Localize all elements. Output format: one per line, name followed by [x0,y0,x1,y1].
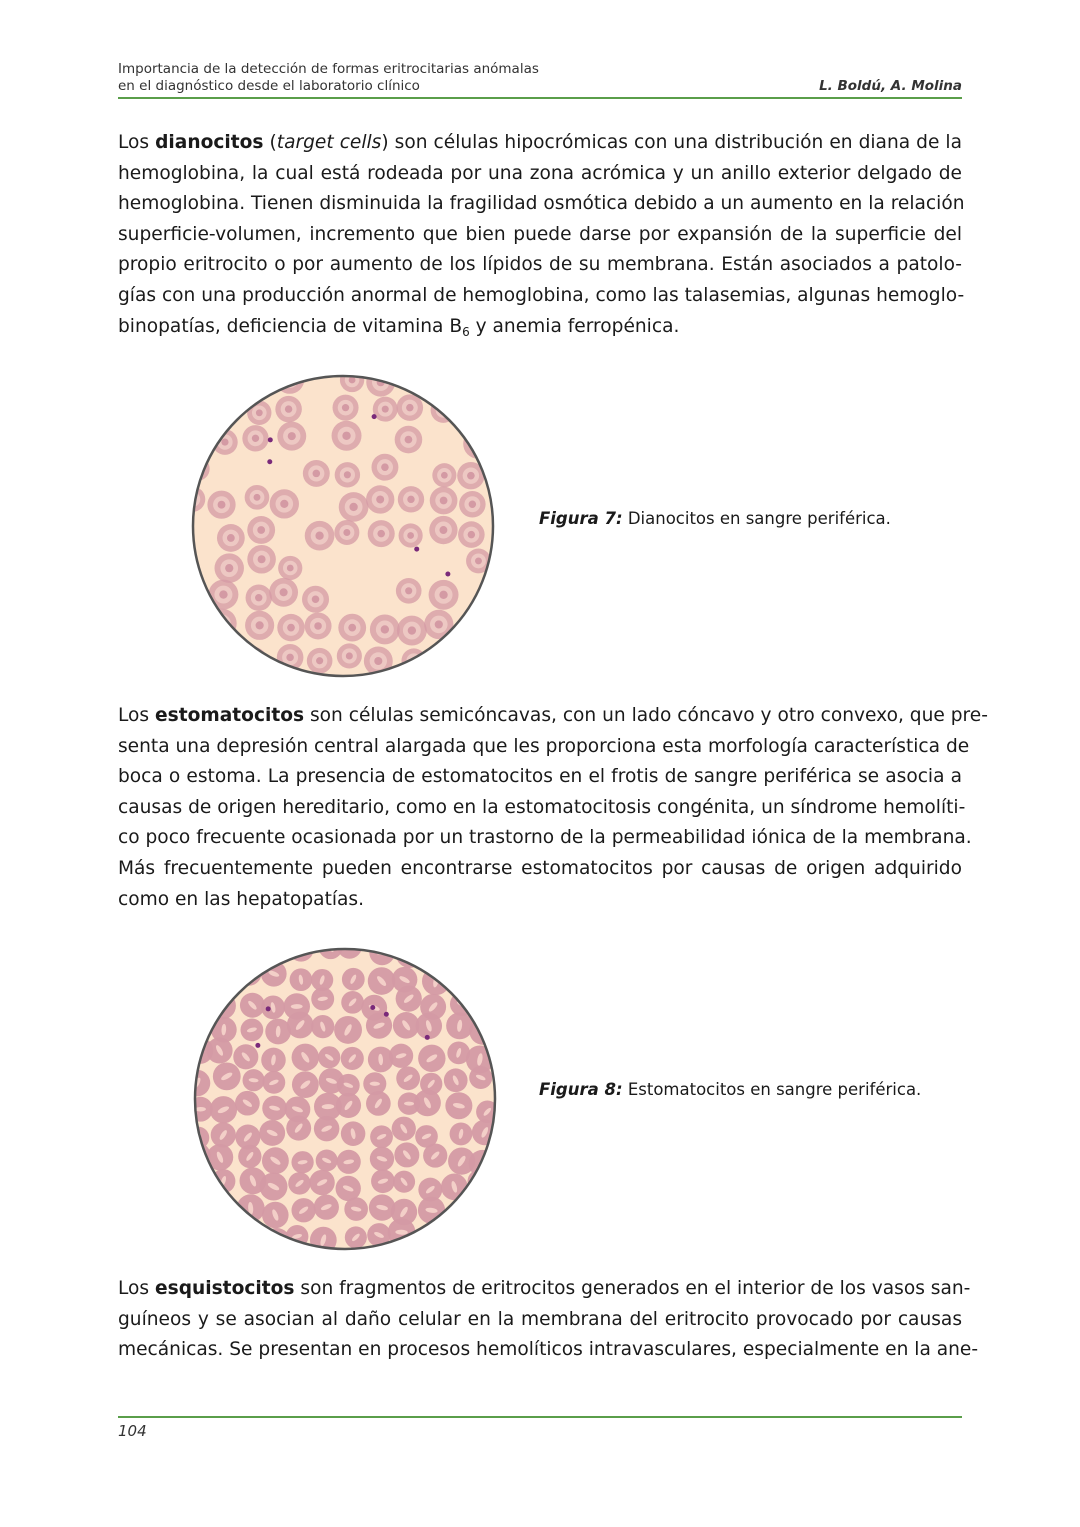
text-line [118,701,988,732]
red-blood-cell [444,1228,468,1252]
paragraph-dianocitos [118,128,965,342]
red-blood-cell [238,1145,261,1168]
red-blood-cell [205,964,231,990]
red-blood-cell [458,521,485,548]
text-line [118,885,962,916]
red-blood-cell [192,996,210,1019]
red-blood-cell [292,1044,319,1071]
red-blood-cell [396,578,422,604]
red-blood-cell [431,397,456,422]
red-blood-cell [397,394,424,421]
footer-rule [118,1416,962,1418]
red-blood-cell [370,1147,394,1171]
red-blood-cell [398,486,424,512]
page-number: 104 [118,1422,147,1440]
red-blood-cell [336,1093,361,1118]
red-blood-cell [469,1066,492,1089]
text-line [118,281,965,312]
header-rule [118,97,962,99]
red-blood-cell [368,520,395,547]
subscript: 6 [462,324,470,339]
figure-8-caption [539,1080,921,1099]
text-run: y anemia ferropénica. [469,315,680,337]
red-blood-cell [432,463,456,487]
red-blood-cell [314,1195,339,1220]
red-blood-cell [239,647,268,676]
red-blood-cell [444,1068,468,1092]
red-blood-cell [277,422,306,451]
text-line [118,312,962,343]
text-line [118,220,962,251]
red-blood-cell [235,1091,260,1116]
red-blood-cell [429,580,459,610]
red-blood-cell [192,1017,208,1041]
red-blood-cell [262,1147,289,1174]
red-blood-cell [392,1117,416,1141]
red-blood-cell [207,1226,233,1252]
red-blood-cell [245,611,274,640]
red-blood-cell [262,1202,289,1229]
red-blood-cell [430,487,458,515]
red-blood-cell [393,1012,420,1039]
red-blood-cell [318,1046,340,1068]
red-blood-cell [334,520,359,545]
bold-term: dianocitos [155,132,264,153]
red-blood-cell [341,1121,366,1146]
text-line [118,793,966,824]
red-blood-cell [368,967,396,995]
platelet [267,459,272,464]
running-header [118,61,962,95]
red-blood-cell [473,1194,498,1221]
text-line [118,1305,962,1336]
red-blood-cell [213,1062,241,1090]
red-blood-cell [341,1047,364,1070]
text-run: superficie-volumen, incremento que bien puede darse por expansión de la superficie del [118,223,962,245]
text-line [118,128,962,159]
text-run: mecánicas. Se presentan en procesos hemolíticos intravasculares, especialmente en la ane- [118,1339,979,1361]
red-blood-cell [373,397,398,422]
red-blood-cell [450,1123,473,1146]
red-blood-cell [332,421,362,451]
text-line [118,762,962,793]
header-authors: L. Boldú, A. Molina [819,78,962,94]
red-blood-cell [335,462,360,487]
text-run: ( [263,132,277,153]
text-line [118,189,965,220]
red-blood-cell [292,1071,319,1098]
text-run: binopatías, deficiencia de vitamina B [118,315,463,337]
platelet [268,437,273,442]
red-blood-cell [424,610,453,639]
text-run: Los [118,1278,156,1299]
red-blood-cell [192,1172,207,1198]
text-run: son células semicóncavas, con un lado cóncavo y otro convexo, que pre- [304,705,988,726]
red-blood-cell [192,1204,210,1227]
red-blood-cell [396,1066,420,1090]
red-blood-cell [397,616,427,646]
red-blood-cell [270,489,299,518]
text-run: co poco frecuente ocasionada por un trastorno de la permeabilidad iónica de la membrana. [118,827,972,849]
figure-7-label: Figura 7: [539,509,623,528]
red-blood-cell [275,396,302,423]
red-blood-cell [429,516,457,544]
red-blood-cell [247,401,271,425]
red-blood-cell [338,614,366,642]
red-blood-cell [208,992,235,1019]
bold-term: estomatocitos [155,705,305,726]
text-run: son fragmentos de eritrocitos generados en el interior de los vasos san- [294,1278,971,1299]
red-blood-cell [291,1151,313,1173]
red-blood-cell [396,986,422,1012]
red-blood-cell [369,1194,395,1220]
red-blood-cell [190,395,211,420]
red-blood-cell [290,968,313,991]
red-blood-cell [448,966,475,993]
red-blood-cell [366,485,394,513]
red-blood-cell [243,1069,265,1091]
red-blood-cell [262,1096,287,1121]
red-blood-cell [311,987,334,1010]
text-run: causas de origen hereditario, como en la estomatocitosis congénita, un síndrome hemolíti- [118,796,966,818]
bold-term: esquistocitos [155,1278,295,1299]
red-blood-cell [247,545,276,574]
red-blood-cell [233,1044,258,1069]
red-blood-cell [423,1143,447,1167]
platelet [255,1043,260,1048]
figure-8-text: Estomatocitos en sangre periférica. [622,1080,922,1099]
red-blood-cell [241,373,270,395]
text-run: hemoglobina. Tienen disminuida la fragilidad osmótica debido a un aumento en la relación [118,193,965,215]
red-blood-cell [240,993,265,1018]
red-blood-cell [334,1016,362,1044]
red-blood-cell [261,996,285,1020]
red-blood-cell [389,1044,413,1068]
red-blood-cell [341,991,364,1014]
red-blood-cell [433,373,461,394]
red-blood-cell [333,395,359,421]
red-blood-cell [316,1149,338,1171]
text-line [118,1274,971,1305]
figure-7-text: Dianocitos en sangre periférica. [622,509,891,528]
platelet [266,1006,271,1011]
red-blood-cell [445,1092,472,1119]
red-blood-cell [208,580,238,610]
text-line [118,732,970,763]
red-blood-cell [192,946,205,969]
red-blood-cell [286,1116,311,1141]
text-run: gías con una producción anormal de hemoglobina, como las talasemias, algunas hemoglo- [118,284,965,306]
red-blood-cell [337,643,362,668]
text-run: ) son células hipocrómicas con una distribución en diana de la [381,132,962,153]
text-run: Los [118,132,156,153]
red-blood-cell [469,965,494,990]
red-blood-cell [303,460,330,487]
red-blood-cell [260,1173,288,1201]
paragraph-esquistocitos [118,1274,979,1366]
red-blood-cell [371,1169,395,1193]
red-blood-cell [399,523,423,547]
red-blood-cell [459,491,486,518]
figure-7-caption [539,509,891,528]
text-run: senta una depresión central alargada que les proporciona esta morfología característica de [118,735,970,757]
red-blood-cell [413,946,439,966]
header-title-line1: Importancia de la detección de formas eritrocitarias anómalas [118,61,539,77]
red-blood-cell [305,612,332,639]
red-blood-cell [240,1019,263,1042]
red-blood-cell [277,614,304,641]
red-blood-cell [307,648,333,674]
platelet [384,1012,389,1017]
red-blood-cell [366,1013,392,1039]
red-blood-cell [418,1197,445,1224]
red-blood-cell [265,946,287,960]
platelet [445,571,450,576]
red-blood-cell [443,946,468,962]
red-blood-cell [210,392,240,422]
red-blood-cell [259,1120,285,1146]
text-line [118,1335,979,1366]
red-blood-cell [287,1012,314,1039]
red-blood-cell [247,516,275,544]
italic-term: target cells [276,132,382,153]
text-run: boca o estoma. La presencia de estomatocitos en el frotis de sangre periférica se asocia a [118,766,962,788]
red-blood-cell [245,485,270,510]
platelet [372,414,377,419]
red-blood-cell [467,1226,489,1248]
red-blood-cell [337,1150,361,1174]
platelet [370,1005,375,1010]
red-blood-cell [217,524,245,552]
red-blood-cell [342,968,365,991]
red-blood-cell [239,946,264,964]
red-blood-cell [210,1096,237,1123]
red-blood-cell [460,399,488,427]
red-blood-cell [345,1226,367,1248]
red-blood-cell [192,1221,215,1248]
text-run: Más frecuentemente pueden encontrarse estomatocitos por causas de origen adquirido [118,857,962,879]
red-blood-cell [370,1125,393,1148]
red-blood-cell [211,1122,236,1147]
red-blood-cell [455,644,484,673]
text-run: guíneos y se asocian al daño celular en la membrana del eritrocito provocado por causas [118,1308,962,1330]
text-line [118,250,962,281]
red-blood-cell [416,1013,442,1039]
figure-8-image [192,946,498,1252]
red-blood-cell [465,373,491,395]
red-blood-cell [242,425,268,451]
red-blood-cell [370,614,400,644]
text-run: como en las hepatopatías. [118,888,365,910]
red-blood-cell [394,1142,419,1167]
red-blood-cell [314,1116,340,1142]
red-blood-cell [261,1048,286,1073]
red-blood-cell [269,578,298,607]
red-blood-cell [475,946,497,965]
red-blood-cell [471,990,494,1013]
red-blood-cell [462,616,491,645]
red-blood-cell [305,521,335,551]
red-blood-cell [207,491,235,519]
header-title-line2: en el diagnóstico desde el laboratorio clínico [118,78,420,94]
red-blood-cell [291,1198,315,1222]
red-blood-cell [278,556,302,580]
red-blood-cell [207,946,234,963]
red-blood-cell [311,1015,334,1038]
red-blood-cell [262,1071,285,1094]
red-blood-cell [441,1174,468,1201]
red-blood-cell [414,1089,441,1116]
paragraph-estomatocitos [118,701,988,915]
text-run: propio eritrocito o por aumento de los lípidos de su membrana. Están asociados a patolo- [118,254,962,276]
red-blood-cell [366,1091,391,1116]
red-blood-cell [246,585,272,611]
red-blood-cell [236,960,261,985]
red-blood-cell [339,492,369,522]
red-blood-cell [302,586,329,613]
text-run: hemoglobina, la cual está rodeada por una zona acrómica y un anillo exterior delgado de [118,162,962,184]
figure-7-image [190,373,496,679]
red-blood-cell [214,553,243,582]
red-blood-cell [395,426,423,454]
text-line [118,159,962,190]
red-blood-cell [393,1171,415,1193]
red-blood-cell [371,454,398,481]
platelet [414,547,419,552]
text-run: Los [118,705,156,726]
red-blood-cell [418,1045,445,1072]
red-blood-cell [344,1197,368,1221]
red-blood-cell [210,373,238,389]
platelet [425,1035,430,1040]
red-blood-cell [190,609,205,633]
red-blood-cell [190,426,209,454]
red-blood-cell [435,640,460,665]
red-blood-cell [192,966,207,989]
red-blood-cell [240,1228,262,1250]
text-line [118,854,962,885]
red-blood-cell [206,1037,232,1063]
figure-8-label: Figura 8: [539,1080,623,1099]
red-blood-cell [288,1172,311,1195]
text-line [118,823,972,854]
red-blood-cell [309,1170,334,1195]
